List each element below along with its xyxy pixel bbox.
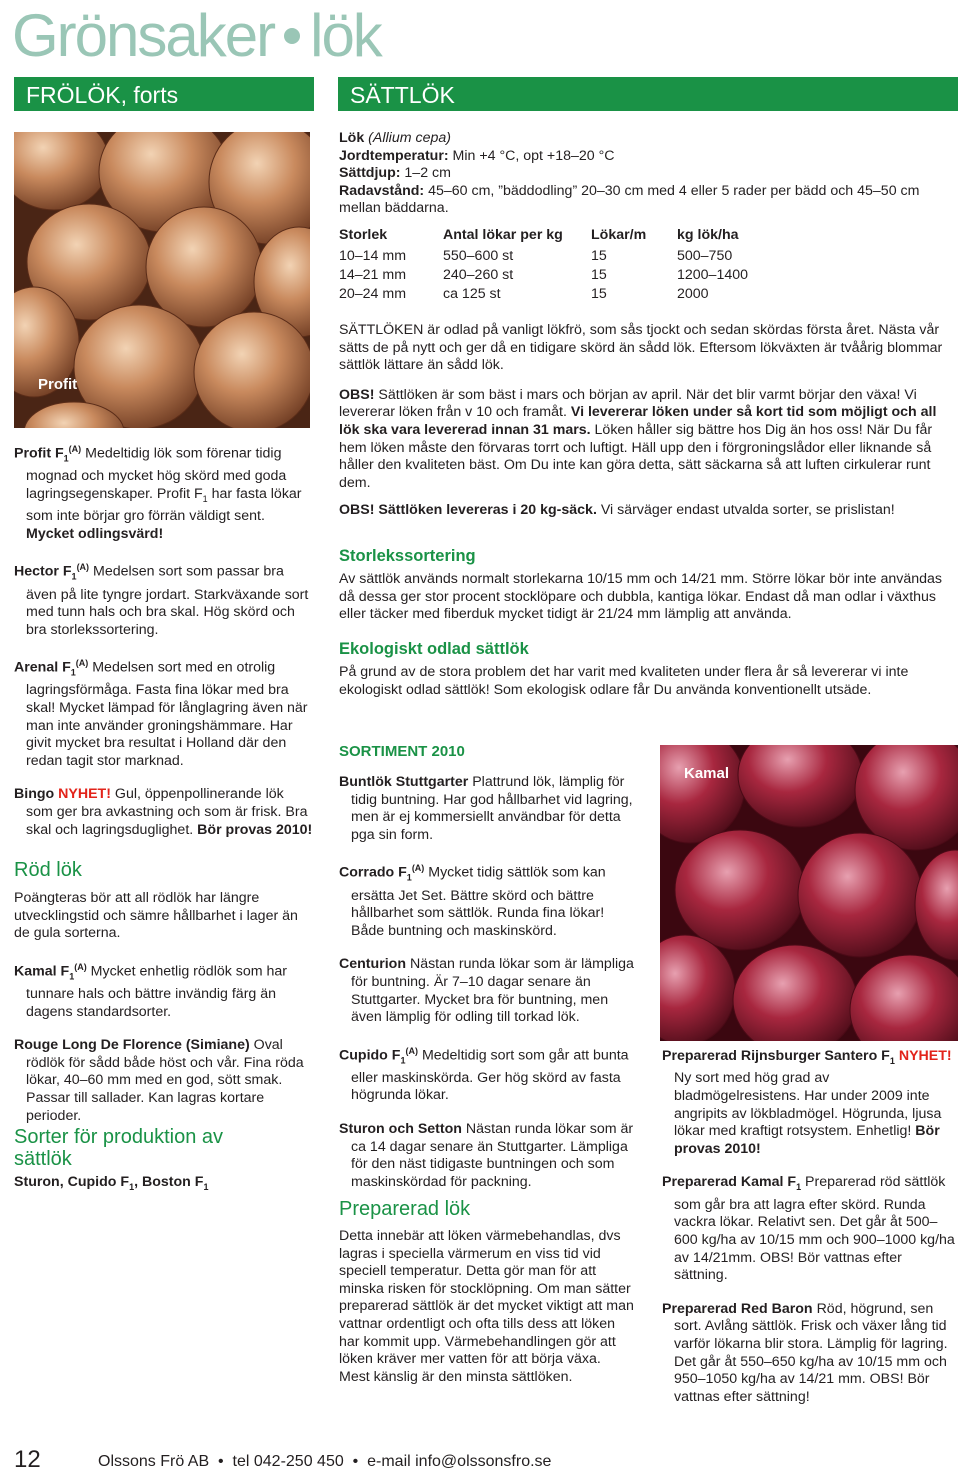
subscript: 1 [70,667,76,678]
subscript: 1 [69,971,75,982]
list-item [339,1043,635,1105]
bullet-dot-icon [284,28,300,44]
section-bar-title: FRÖLÖK, forts [26,82,179,108]
intro-value: Min +4 °C, opt +18–20 °C [448,147,615,164]
title-right: lök [310,2,381,69]
variety-name: Bingo [14,786,55,803]
para-obs-2 [339,502,957,520]
variety-name: Preparerad Rijnsburger Santero F [662,1048,890,1064]
table-header: Antal lökar per kg [443,227,563,243]
section-bar-sattlok [338,77,958,111]
subscript: 1 [889,1055,895,1066]
variety-desc-tail: har fasta lökar som inte börjar gro förrän väldigt sent. [26,485,302,525]
page-number: 12 [14,1446,41,1473]
kamal-onion-photo [660,745,958,1041]
sattlok-info [339,322,957,520]
intro-value: (Allium cepa) [364,130,451,146]
section-bar-title: SÄTTLÖK [350,82,455,108]
obs-bold: Vi levererar löken under så kort tid som möjligt och all lök ska vara levererad innan 31 mars. [339,404,937,438]
mark: (A) [74,961,87,972]
variety-name: Preparerad Red Baron [662,1300,813,1317]
table-cell: 14–21 mm [339,267,407,283]
left-red-section [14,890,309,1125]
list-item [662,1048,958,1158]
subscript: 1 [63,453,69,464]
variety-kamal [14,959,309,1021]
variety-desc: Ny sort med hög grad av bladmögelresistens. Har under 2009 inte angripits av lökbladmögel. Högrunda, ljusa lökar med kraftigt rotsystem. Enhetlig! [674,1070,942,1140]
table-row [339,247,748,266]
intro-line [339,165,939,183]
new-badge: NYHET! [58,786,111,803]
red-onions-image [660,745,958,1041]
list-item [662,1301,958,1407]
table-header: Lökar/m [591,227,647,243]
variety-name: Preparerad Kamal F [662,1174,797,1191]
mark: (A) [76,562,90,573]
profit-onion-photo [14,132,310,428]
table-cell: 550–600 st [443,248,514,264]
variety-name: Sturon och Setton [339,1121,462,1138]
section-bar-frolok [14,77,314,111]
heading-preparerad: Preparerad lök [339,1198,471,1220]
variety-note: Bör provas 2010! [674,1123,940,1157]
obs-text-2: Löken håller sig bättre hos Dig än hos oss! När Du får hem löken måste den förvaras torrt och luftigt. Häll upp den i förgroningslådor eller liknande så håller den kvaliteten bäst. Om Du inte kan göra detta, sätt säckarna så att luften cirkulerar runt dem. [339,421,933,491]
table-cell: 15 [591,248,607,264]
obs-text: Sättlöken är som bäst i mars och början av april. När det blir varmt börjar den växa! Vi levererar löken från v 10 och framåt. [339,386,917,421]
table-cell: 15 [591,267,607,283]
intro-label: Lök [339,130,365,146]
preparerad-text: Detta innebär att löken värmebehandlas, dvs lagras i speciella värmerum en viss tid vid speciell temperatur. Detta gör man för att minska risken för stocklöpning. Om man sätter preparerad sättlök är det mycket viktigt att man vattnar ordentligt och ofta tills dess att löken har kommit upp. Värmebehandlingen gör att löken kräver mer vatten för att börja växa. Mest känslig är den minsta sättlöken. [339,1228,634,1385]
variety-desc: Mycket tidig sättlök som kan ersätta Jet Set. Bättre skörd och bättre hållbarhet som sättlök. Runda fina lökar! Både buntning och maskinskörd. [351,865,606,939]
para-obs [339,387,957,493]
table-cell: 500–750 [677,248,733,264]
table-row [339,266,748,285]
mark: (A) [75,658,89,669]
variety-name: Centurion [339,956,406,973]
obs-bold: Sättlöken levereras i 20 kg-säck. [378,502,597,519]
subscript: 1 [71,571,77,582]
para-sattloken: SÄTTLÖKEN är odlad på vanligt lökfrö, som sås tjockt och sedan skördas första året. Nästa vår sätts de på nytt och ger då en tidigare skörd än sådd lök. Eftersom lökväxten är tvåårig blommar sättlök lättare än sådd lök. [339,322,943,374]
photo-label-kamal: Kamal [684,765,730,782]
variety-desc: Nästan runda lökar som är ca 14 dagar senare än Stuttgarter. Lämpliga för den näst tidigaste buntningen och som maskinskördad för packning. [351,1121,634,1190]
red-intro: Poängteras bör att all rödlök har längre utvecklingstid och sämre hållbarhet i lager än de gula sorterna. [14,890,298,942]
variety-note: Bör provas 2010! [197,821,313,838]
obs-label: OBS! [339,386,375,403]
subscript: 1 [400,1055,406,1066]
variety-desc: Mycket enhetlig rödlök som har tunnare hals och bättre invändig färg än dagens standardsorter. [26,963,288,1020]
subscript: 1 [796,1182,802,1193]
page-title [12,0,381,72]
variety-name: Cupido F [339,1047,401,1064]
table-cell: 240–260 st [443,267,514,283]
variety-name: Profit F [14,445,64,462]
photo-label-profit: Profit [38,376,78,393]
intro-value: 1–2 cm [400,165,451,182]
obs-label: OBS! [339,502,375,519]
variety-desc: Medeltidig lök som förenar tidig mognad och mycket hög skörd med goda lagringsegenskaper. Profit F [26,445,287,502]
variety-name: Corrado F [339,865,407,882]
intro-line [339,130,939,148]
variety-name: Rouge Long De Florence (Simiane) [14,1037,250,1054]
heading-ekologiskt: Ekologiskt odlad sättlök [339,640,529,658]
sortiment-list [339,774,635,1191]
variety-desc: Preparerad röd sättlök som går bra att lagra efter skörd. Runda vackra lökar. Relativt sen. Det går åt 500–600 kg/ha av 10/15 mm och 900–1000 kg/ha av 14/21mm. OBS! Bör vattnas efter sättning. [674,1174,955,1284]
production-list [14,1174,208,1196]
subscript: 1 [129,1181,135,1192]
mark: (A) [405,1045,418,1056]
variety-desc: Medeltidig sort som går att bunta eller maskinskörda. Ger hög skörd av fasta högrunda lökar. [351,1047,629,1104]
list-item [339,956,635,1026]
variety-rouge [14,1037,309,1125]
variety-desc: Medelsen sort som passar bra även på lite tyngre jordart. [26,564,284,603]
variety-desc: Medelsen sort med en otrolig lagringsförmåga. Fasta fina lökar med bra skal! Mycket lämpad för långlagring även när man inte använder groningshämmare. Har givit mycket bra resultat i Holland där den redan tagit stor marknad. [26,660,308,769]
table-cell: 2000 [677,286,709,302]
variety-profit [14,441,314,543]
heading-production: Sorter för produktion av sättlök [14,1126,223,1170]
intro-value: 45–60 cm, ”bäddodling” 20–30 cm med 4 eller 5 rader per bädd och 45–50 cm mellan bäddarna. [339,182,920,217]
heading-rod-lok: Röd lök [14,859,82,881]
intro-line [339,183,939,218]
table-cell: 20–24 mm [339,286,407,302]
new-badge: NYHET! [898,1048,952,1064]
table-cell: 10–14 mm [339,248,407,264]
heading-storlekssortering: Storlekssortering [339,547,476,565]
table-cell: 1200–1400 [677,267,749,283]
variety-note: Mycket odlingsvärd! [26,525,164,542]
storlekssortering-text: Av sättlök används normalt storlekarna 10/15 mm och 14/21 mm. Större lökar bör inte användas då dessa ger stor procent stocklöpare och dubbla, kantiga lökar. Endast då man odlar i växthus eller täcker med fiberduk mycket tidigt är 21/24 mm lämplig att använda. [339,571,943,623]
variety-desc: Oval rödlök för sådd både höst och vår. Fina röda lökar, 40–60 mm med en god, sött smak. Passar till sallader. Kan lagras kortare perioder. [26,1037,304,1124]
table-cell: ca 125 st [443,286,501,302]
production-list-b: , Boston F [134,1174,204,1190]
heading-sortiment: SORTIMENT 2010 [339,743,465,760]
table-header: kg lök/ha [677,227,739,243]
prepared-list [662,1048,958,1406]
list-item [339,774,635,844]
intro-label: Jordtemperatur: [339,147,449,164]
variety-bingo [14,786,314,839]
footer-contact: Olssons Frö AB • tel 042-250 450 • e-mail info@olssonsfro.se [98,1453,552,1470]
intro-label: Radavstånd: [339,182,425,199]
list-item [662,1174,958,1284]
title-left: Grönsaker [12,2,275,69]
variety-hector [14,559,314,639]
list-item [339,860,635,940]
table-header-row [339,226,748,245]
size-table [339,226,748,304]
table-row [339,285,748,304]
variety-desc: Röd, högrund, sen sort. Avlång sättlök. Frisk och växer lång tid varför lökarna blir stora. Lämplig för lagring. Det går åt 550–650 kg/ha av 10/15 mm och 950–1050 kg/ha av 14/21 mm. OBS! Bör vattnas efter sättning! [674,1300,948,1405]
intro-label: Sättdjup: [339,165,401,182]
variety-desc: Nästan runda lökar som är lämpliga för buntning. Är 7–10 dagar senare än Stuttgarter. Mycket bra för buntning, men även lämplig för odling till torkad lök. [351,956,634,1026]
sattlok-intro [339,130,939,218]
table-cell: 15 [591,286,607,302]
mark: (A) [411,863,425,874]
ekologiskt-text: På grund av de stora problem det har varit med kvaliteten under flera år så levererar vi inte ekologiskt odlad sättlök! Som ekologisk odlare får Du använda konventionellt utsäde. [339,664,909,698]
variety-desc: Gul, öppenpollinerande lök som ger bra avkastning och som är frisk. Bra skal och lagringsduglighet. [26,786,308,838]
subscript: 1 [202,493,208,504]
subscript: 1 [406,872,412,883]
production-list-a: Sturon, Cupido F [14,1174,130,1190]
variety-name: Buntlök Stuttgarter [339,774,469,790]
intro-line [339,148,939,166]
mark: (A) [68,444,82,454]
variety-desc-2: Starkväxande sort med tunn hals och bra skal. Hög skörd och bra storlekssortering. [26,586,309,638]
variety-name: Hector F [14,564,72,581]
variety-name: Kamal F [14,963,70,980]
variety-desc: Plattrund lök, lämplig för tidig buntning. Har god hållbarhet vid lagring, men är ej kommersiellt användbar för detta pga sin form. [351,774,633,843]
table-header: Storlek [339,227,388,243]
list-item [339,1121,635,1191]
left-varieties [14,441,314,839]
variety-name: Arenal F [14,660,71,677]
subscript: 1 [203,1181,209,1192]
obs-text: Vi särväger endast utvalda sorter, se prislistan! [600,502,895,519]
variety-arenal [14,655,314,770]
